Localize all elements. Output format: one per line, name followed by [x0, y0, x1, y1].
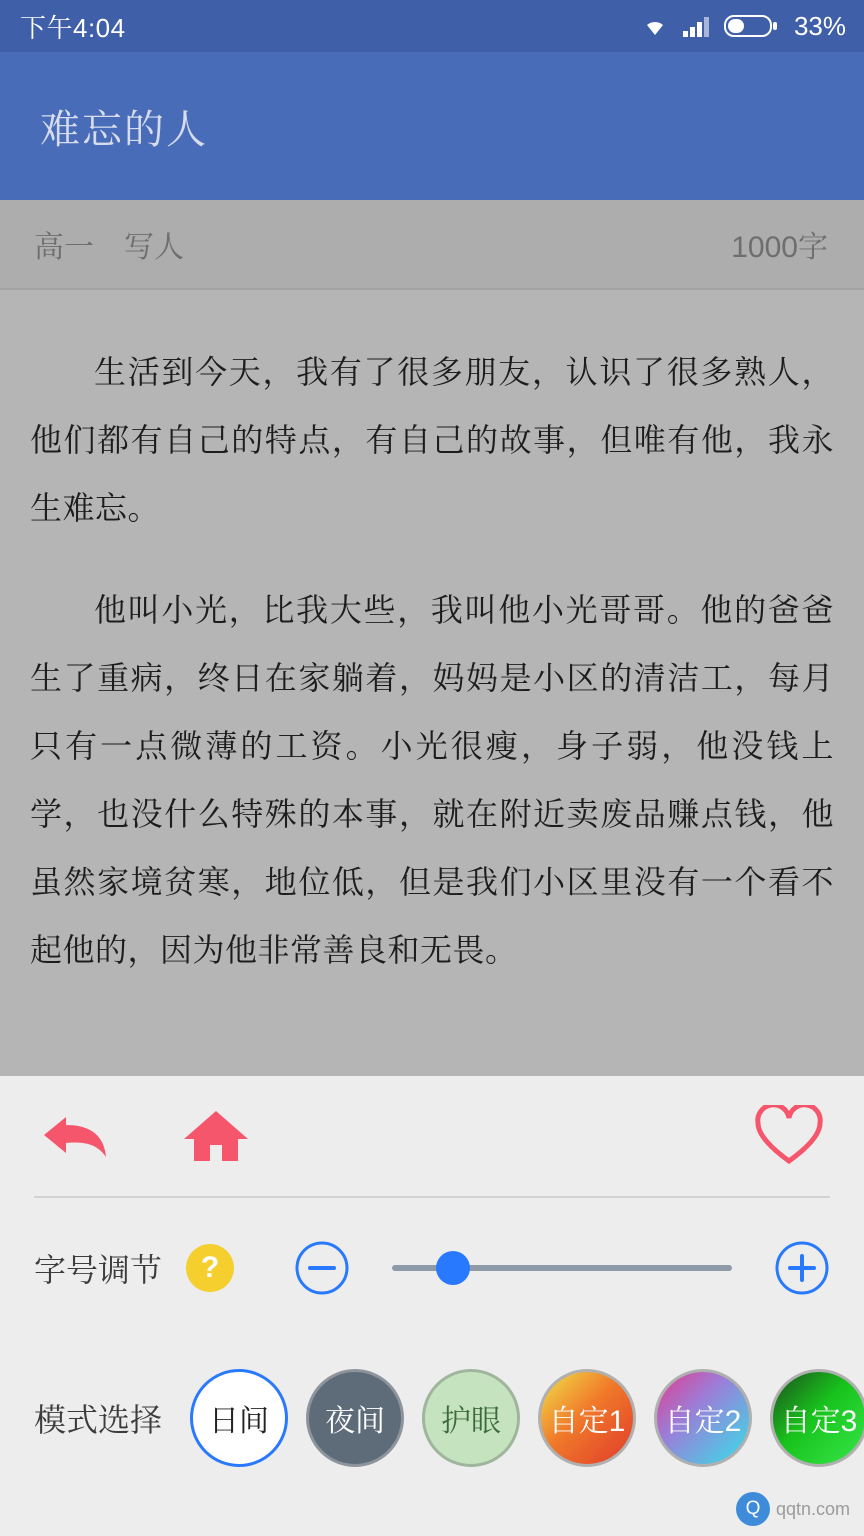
help-icon[interactable]: ? [186, 1244, 234, 1292]
watermark [736, 1492, 850, 1526]
meta-left-group [34, 222, 184, 266]
article-body[interactable] [0, 290, 864, 1076]
meta-word-count: 1000字 [731, 231, 828, 264]
article-paragraph: 生活到今天，我有了很多朋友，认识了很多熟人，他们都有自己的特点，有自己的故事，但唯有他，我永生难忘。 [30, 354, 834, 526]
mode-custom-3[interactable]: 自定3 [770, 1369, 864, 1467]
mode-day[interactable]: 日间 [190, 1369, 288, 1467]
plus-circle-icon[interactable] [774, 1240, 830, 1296]
mode-select-row [0, 1338, 864, 1498]
page-title: 难忘的人 [40, 107, 208, 152]
mode-select-label: 模式选择 [34, 1402, 163, 1438]
mode-options [190, 1369, 864, 1467]
minus-circle-icon[interactable] [294, 1240, 350, 1296]
toolbar-row [0, 1076, 864, 1196]
watermark-logo: Q [736, 1492, 770, 1526]
back-arrow-icon[interactable] [40, 1109, 112, 1163]
watermark-text: qqtn.com [775, 1498, 850, 1519]
wifi-icon [640, 14, 670, 38]
home-icon[interactable] [182, 1107, 250, 1165]
font-size-row [0, 1198, 864, 1338]
mode-custom-1[interactable]: 自定1 [538, 1369, 636, 1467]
font-size-label: 字号调节 [34, 1252, 163, 1288]
status-time: 下午4:04 [20, 12, 126, 43]
slider-thumb[interactable] [436, 1251, 470, 1285]
title-bar [0, 52, 864, 200]
bottom-control-panel [0, 1076, 864, 1536]
mode-eye[interactable]: 护眼 [422, 1369, 520, 1467]
battery-icon [724, 13, 778, 39]
heart-icon[interactable] [754, 1105, 824, 1167]
article-meta-bar [0, 200, 864, 290]
status-bar [0, 0, 864, 52]
battery-percent: 33% [793, 10, 846, 41]
status-indicators [640, 11, 846, 42]
meta-category: 写人 [124, 231, 184, 264]
signal-icon [682, 14, 712, 38]
meta-grade: 高一 [34, 231, 94, 264]
article-paragraph: 他叫小光，比我大些，我叫他小光哥哥。他的爸爸生了重病，终日在家躺着，妈妈是小区的清洁工，每月只有一点微薄的工资。小光很瘦，身子弱，他没钱上学，也没什么特殊的本事，就在附近卖废品赚点钱，他虽然家境贫寒，地位低，但是我们小区里没有一个看不起他的，因为他非常善良和无畏。 [30, 592, 834, 968]
mode-night[interactable]: 夜间 [306, 1369, 404, 1467]
mode-custom-2[interactable]: 自定2 [654, 1369, 752, 1467]
font-size-slider[interactable] [392, 1240, 732, 1296]
